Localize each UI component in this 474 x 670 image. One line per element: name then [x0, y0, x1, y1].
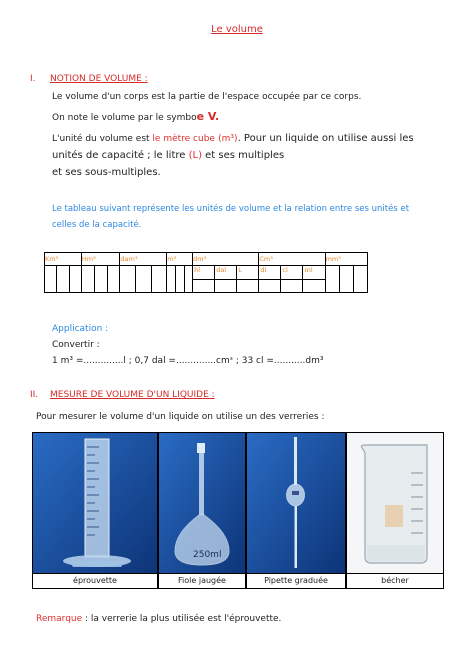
sub-L: L — [238, 266, 242, 274]
header-m3: m³ — [167, 253, 193, 266]
table-cell — [339, 266, 353, 293]
section-2-heading — [30, 390, 215, 400]
header-dm3: dm³ — [193, 253, 259, 266]
volumetric-flask-image — [158, 432, 246, 574]
header-km3: Km³ — [45, 253, 82, 266]
definition-line: Le volume d'un corps est la partie de l'espace occupée par ce corps. — [52, 92, 362, 102]
table-cell — [325, 266, 339, 293]
page-title: Le volume — [211, 24, 263, 35]
table-cell — [184, 266, 193, 293]
table-intro-line-2: celles de la capacité. — [52, 220, 142, 230]
cm3-capacity-group — [259, 266, 325, 293]
unit-metre-cube: le mètre cube — [152, 134, 215, 144]
sub-dal: dal — [215, 266, 237, 279]
remarque — [36, 614, 281, 624]
dm3-capacity-group — [193, 266, 259, 293]
unit-m3: (m³) — [218, 134, 238, 144]
unit-text-a: L'unité du volume est — [52, 134, 153, 144]
table-cell — [45, 266, 57, 293]
unit-line-3: et ses sous-multiples. — [52, 167, 161, 178]
header-hm3: Hm³ — [81, 253, 120, 266]
caption-eprouvette: éprouvette — [32, 573, 158, 589]
table-cell — [120, 266, 136, 293]
convertir-label: Convertir : — [52, 340, 100, 350]
header-cm3: Cm³ — [259, 253, 325, 266]
flask-volume-label: 250ml — [193, 550, 222, 560]
table-cell — [94, 266, 107, 293]
remarque-text: : la verrerie la plus utilisée est l'éprouvette. — [82, 614, 282, 624]
table-cell — [136, 266, 152, 293]
litre-symbol: (L) — [188, 150, 202, 161]
section-2-number: II. — [30, 390, 39, 400]
pipette-image — [246, 432, 346, 574]
sub-hl: hl — [193, 266, 215, 279]
capacity-text-a: unités de capacité ; le litre — [52, 150, 189, 161]
section-1-number: I. — [30, 74, 36, 84]
capacity-text-b: et ses multiples — [201, 150, 285, 161]
table-intro-line-1: Le tableau suivant représente les unités de volume et la relation entre ses unités et — [52, 204, 410, 214]
symbol-line — [52, 110, 219, 123]
graduated-cylinder-image — [32, 432, 158, 574]
section-1-heading — [30, 74, 148, 84]
unit-text-c: . Pour un liquide on utilise aussi les — [237, 133, 414, 144]
header-mm3: mm³ — [325, 253, 367, 266]
unit-line-2 — [52, 150, 284, 161]
table-cell — [175, 266, 184, 293]
application-label: Application : — [52, 324, 109, 334]
sub-ml: ml — [304, 266, 313, 274]
conversion-exercise: 1 m³ =..............l ; 0,7 dal =..............cmᶟ ; 33 cl =...........dm³ — [52, 356, 324, 366]
table-cell — [81, 266, 94, 293]
table-cell — [353, 266, 367, 293]
beaker-image — [346, 432, 444, 574]
caption-pipette-graduee: Pipette graduée — [246, 573, 346, 589]
symbol-line-text: On note le volume par le symbo — [52, 113, 197, 123]
table-cell — [167, 266, 176, 293]
table-cell — [57, 266, 69, 293]
caption-fiole-jaugee: Fiole jaugée — [158, 573, 246, 589]
symbol-v: e V. — [196, 110, 220, 123]
units-table — [44, 252, 368, 293]
section-2-label: MESURE DE VOLUME D'UN LIQUIDE : — [50, 390, 215, 400]
remarque-label: Remarque — [36, 614, 83, 624]
table-cell — [69, 266, 81, 293]
sub-dl: dl — [259, 266, 281, 279]
sub-cl: cl — [281, 266, 303, 279]
table-cell — [107, 266, 120, 293]
table-cell — [151, 266, 167, 293]
caption-becher: bécher — [346, 573, 444, 589]
glassware-intro: Pour mesurer le volume d'un liquide on utilise un des verreries : — [36, 412, 325, 422]
header-dam3: dam³ — [120, 253, 167, 266]
unit-line-1 — [52, 133, 414, 144]
section-1-label: NOTION DE VOLUME : — [50, 74, 148, 84]
